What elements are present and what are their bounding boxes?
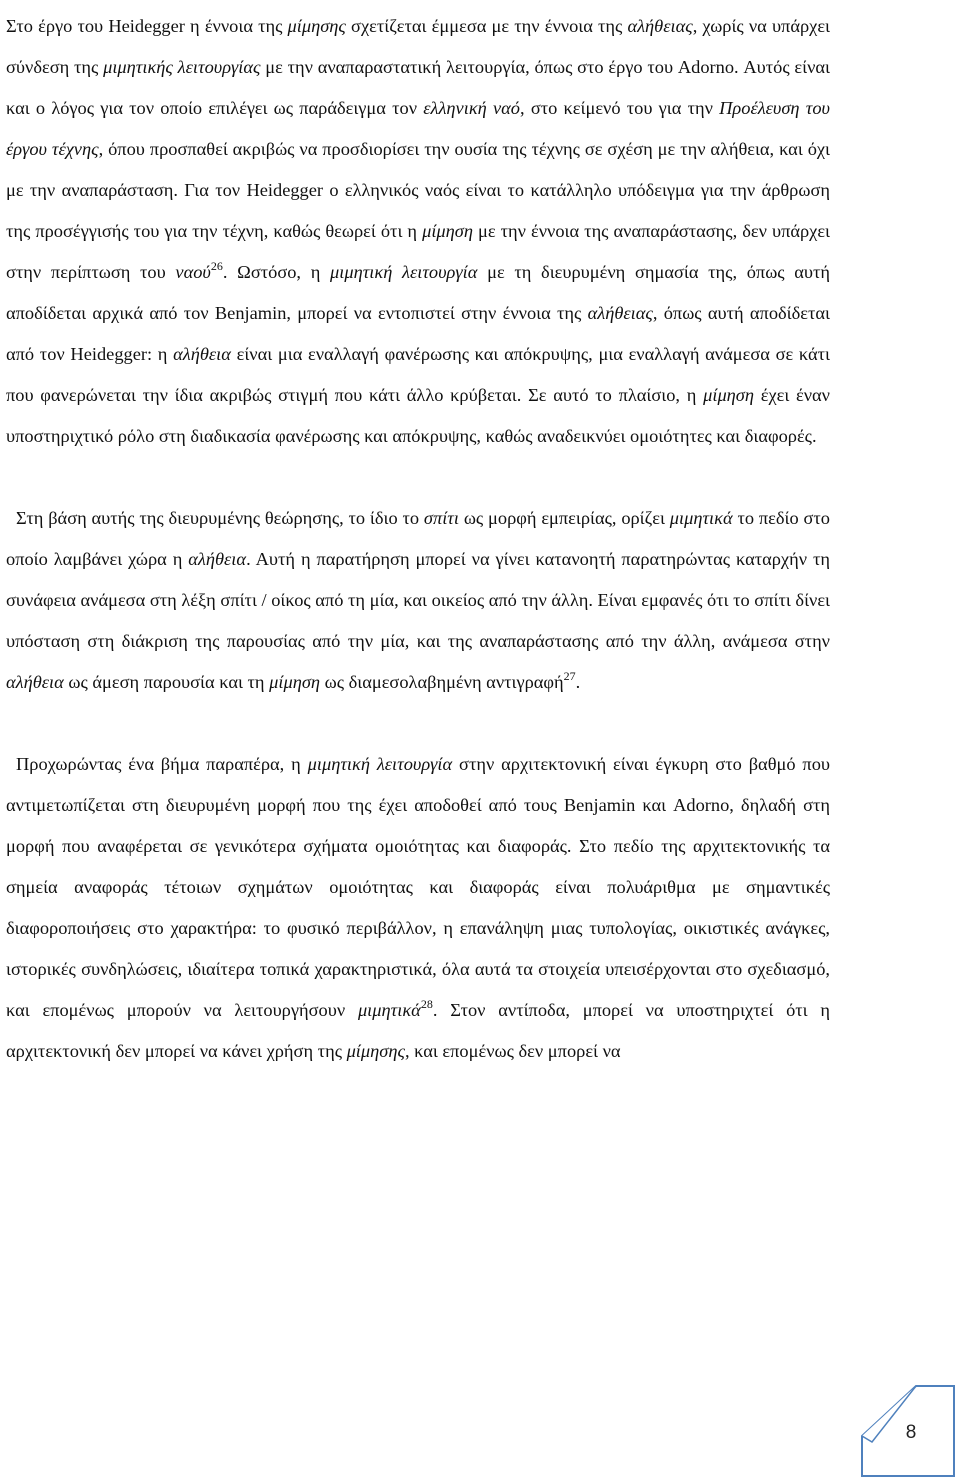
- paragraph-1: [6, 6, 830, 457]
- text: , και επομένως δεν μπορεί να: [404, 1041, 621, 1061]
- italic-text: αλήθεια: [173, 344, 231, 364]
- text: Προχωρώντας ένα βήμα παραπέρα, η: [16, 754, 308, 774]
- text: Στο έργο του Heidegger η έννοια της: [6, 16, 288, 36]
- text: έχει έναν υποστηριχτικό ρόλο στη διαδικασία φανέρωσης και απόκρυψης, καθώς αναδεικνύει ομοιότητες και διαφορές.: [6, 385, 830, 446]
- document-page: [6, 6, 830, 1072]
- text: στην αρχιτεκτονική είναι έγκυρη στο βαθμό που αντιμετωπίζεται στη διευρυμένη μορφή που της έχει αποδοθεί από τους Benjamin και Adorno, δηλαδή στη μορφή που αναφέρεται σε γενικότερα σχήματα ομοιότητας και διαφοράς. Στο πεδίο της αρχιτεκτονικής τα σημεία αναφοράς τέτοιων σχημάτων ομοιότητας και διαφοράς είναι πολυάριθμα με σημαντικές διαφοροποιήσεις στο χαρακτήρα: το φυσικό περιβάλλον, η επανάληψη μιας τυπολογίας, οικιστικές ανάγκες, ιστορικές συνδηλώσεις, ιδιαίτερα τοπικά χαρακτηριστικά, όλα αυτά τα στοιχεία υπεισέρχονται στο σχεδιασμό, και επομένως μπορούν να λειτουργήσουν: [6, 754, 830, 1020]
- paragraph-2: [6, 498, 830, 703]
- text: με την έννοια της αναπαράστασης, δεν υπάρχει στην περίπτωση του: [6, 221, 830, 282]
- page-number-badge: [858, 1382, 956, 1478]
- text: με τη διευρυμένη σημασία της, όπως αυτή αποδίδεται αρχικά από τον Benjamin, μπορεί να εντοπιστεί στην έννοια της: [6, 262, 831, 323]
- italic-text: αλήθεια: [6, 672, 64, 692]
- italic-text: ελληνική ναό: [423, 98, 520, 118]
- page-number: 8: [905, 1422, 917, 1443]
- footnote-ref-28[interactable]: 28: [420, 997, 433, 1011]
- text: , όπου προσπαθεί ακριβώς να προσδιορίσει την ουσία της τέχνης σε σχέση με την αλήθεια, και όχι με την αναπαράσταση. Για τον Heidegger ο ελληνικός ναός είναι το κατάλληλο υπόδειγμα για την άρθρωση της προσέγγισής του για την τέχνη, καθώς θεωρεί ότι η: [6, 139, 830, 241]
- italic-text: μιμητική λειτουργία: [330, 262, 478, 282]
- italic-text: ναού: [175, 262, 211, 282]
- text: ως άμεση παρουσία και τη: [63, 672, 270, 692]
- footnote-ref-26[interactable]: 26: [210, 259, 223, 273]
- text: Στη βάση αυτής της διευρυμένης θεώρησης, το ίδιο το: [16, 508, 424, 528]
- text: ως μορφή εμπειρίας, ορίζει: [459, 508, 670, 528]
- paragraph-3: [6, 744, 830, 1072]
- text: , χωρίς να υπάρχει σύνδεση της: [6, 16, 830, 77]
- italic-text: αλήθειας: [587, 303, 653, 323]
- text: ως διαμεσολαβημένη αντιγραφή: [320, 672, 564, 692]
- italic-text: μίμησης: [287, 16, 346, 36]
- italic-text: αλήθεια: [188, 549, 247, 569]
- italic-text: αλήθειας: [627, 16, 693, 36]
- text: , όπως αυτή αποδίδεται από τον Heidegger: η: [6, 303, 830, 364]
- text: το πεδίο στο οποίο λαμβάνει χώρα η: [6, 508, 830, 569]
- text: . Στον αντίποδα, μπορεί να υποστηριχτεί ότι η αρχιτεκτονική δεν μπορεί να κάνει χρήση της: [6, 1000, 831, 1061]
- text: με την αναπαραστατική λειτουργία, όπως στο έργο του Adorno. Αυτός είναι και ο λόγος για τον οποίο επιλέγει ως παράδειγμα τον: [6, 57, 830, 118]
- italic-text: μίμηση: [269, 672, 321, 692]
- italic-text: μιμητικά: [357, 1000, 421, 1020]
- text: .: [575, 672, 581, 692]
- italic-text: Προέλευση του έργου τέχνης: [6, 98, 830, 159]
- italic-text: σπίτι: [423, 508, 459, 528]
- italic-text: μίμησης: [346, 1041, 405, 1061]
- italic-text: μίμηση: [703, 385, 754, 405]
- italic-text: μιμητικά: [669, 508, 733, 528]
- text: , στο κείμενό του για την: [520, 98, 720, 118]
- text: είναι μια εναλλαγή φανέρωσης και απόκρυψης, μια εναλλαγή ανάμεσα σε κάτι που φανερώνεται την ίδια ακριβώς στιγμή που κάτι άλλο κρύβεται. Σε αυτό το πλαίσιο, η: [6, 344, 830, 405]
- text: . Αυτή η παρατήρηση μπορεί να γίνει κατανοητή παρατηρώντας καταρχήν τη συνάφεια ανάμεσα στη λέξη σπίτι / οίκος από τη μία, και οικείος από την άλλη. Είναι εμφανές ότι το σπίτι δίνει υπόσταση στη διάκριση της παρουσίας από την μία, και της αναπαράστασης από την άλλη, ανάμεσα στην: [6, 549, 830, 651]
- text: σχετίζεται έμμεσα με την έννοια της: [345, 16, 628, 36]
- text: . Ωστόσο, η: [222, 262, 330, 282]
- italic-text: μιμητική λειτουργία: [307, 754, 453, 774]
- italic-text: μιμητικής λειτουργίας: [103, 57, 261, 77]
- italic-text: μίμηση: [422, 221, 473, 241]
- footnote-ref-27[interactable]: 27: [563, 669, 576, 683]
